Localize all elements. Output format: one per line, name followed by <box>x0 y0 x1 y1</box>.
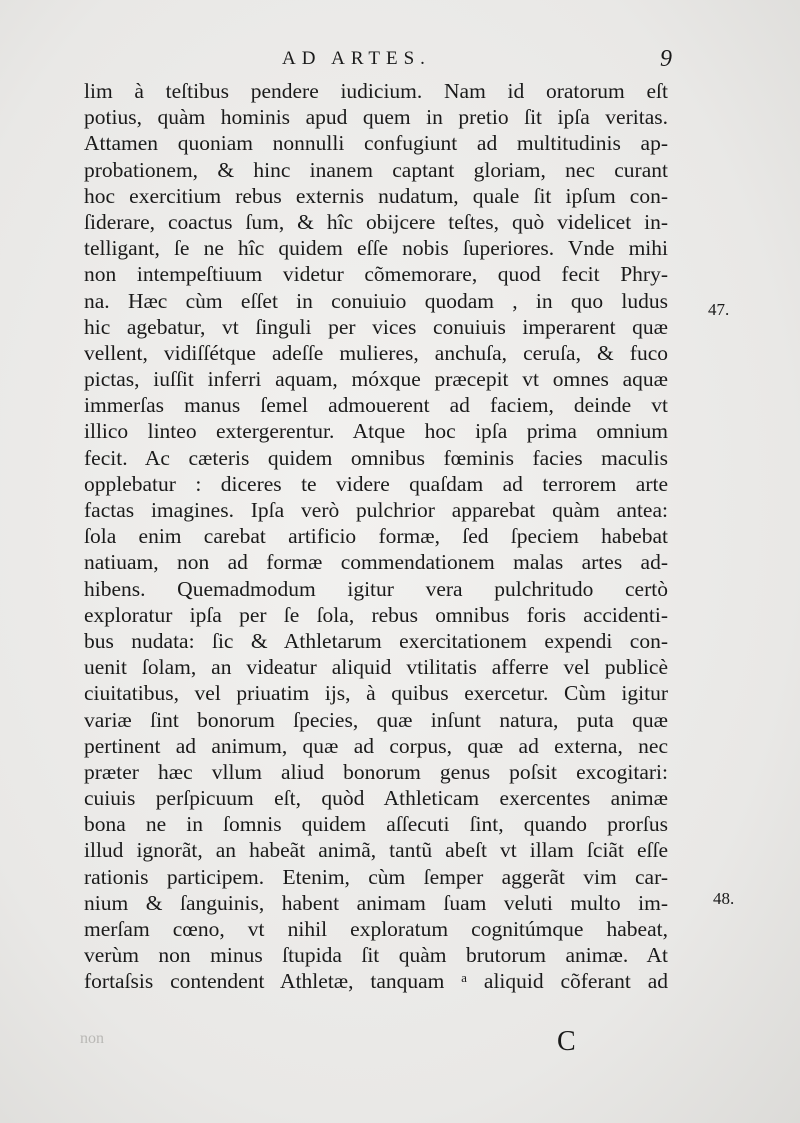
text-line: potius, quàm hominis apud quem in pretio ſit ipſa veritas. <box>84 105 668 130</box>
signature-mark: C <box>557 1026 576 1057</box>
text-line: hibens. Quemadmodum igitur vera pulchritudo certò <box>84 576 668 601</box>
text-line: probationem, & hinc inanem captant gloriam, nec curant <box>84 157 668 182</box>
text-line: hic agebatur, vt ſinguli per vices conuiuis imperarent quæ <box>84 314 668 339</box>
text-line: bona ne in ſomnis quidem aſſecuti ſint, quando prorſus <box>84 812 668 837</box>
text-line: verùm non minus ſtupida ſit quàm brutorum animæ. At <box>84 943 668 968</box>
text-line: uenit ſolam, an videatur aliquid vtilitatis afferre vel publicè <box>84 655 668 680</box>
text-line: vellent, vidiſſétque adeſſe mulieres, anchuſa, ceruſa, & fuco <box>84 340 668 365</box>
page-header <box>282 48 672 74</box>
text-line: ſiderare, coactus ſum, & hîc obijcere teſtes, quò videlicet in- <box>84 209 668 234</box>
text-line: illud ignorãt, an habeãt animã, tantũ abeſt vt illam ſciãt eſſe <box>84 838 668 863</box>
text-line: variæ ſint bonorum ſpecies, quæ inſunt natura, puta quæ <box>84 707 668 732</box>
text-line: fecit. Ac cæteris quidem omnibus fœminis facies maculis <box>84 445 668 470</box>
text-line: na. Hæc cùm eſſet in conuiuio quodam , in quo ludus <box>84 288 668 313</box>
text-line: ſola enim carebat artificio formæ, ſed ſpeciem habebat <box>84 524 668 549</box>
text-line: Attamen quoniam nonnulli confugiunt ad multitudinis ap- <box>84 131 668 156</box>
page-number: 9 <box>660 46 672 72</box>
text-line: bus nudata: ſic & Athletarum exercitationem expendi con- <box>84 628 668 653</box>
margin-note-48: 48. <box>713 889 735 908</box>
text-line: factas imagines. Ipſa verò pulchrior apparebat quàm antea: <box>84 498 668 522</box>
text-line: telligant, ſe ne hîc quidem eſſe nobis ſuperiores. Vnde mihi <box>84 236 668 261</box>
text-line: ciuitatibus, vel priuatim ijs, à quibus exercetur. Cùm igitur <box>84 681 668 706</box>
text-line: opplebatur : diceres te videre quaſdam ad terrorem arte <box>84 471 668 496</box>
margin-note-47: 47. <box>708 300 730 319</box>
bleed-through-text: non <box>80 1030 104 1047</box>
text-line: pictas, iuſſit inferri aquam, móxque præcepit vt omnes aquæ <box>84 367 668 392</box>
text-line: lim à teſtibus pendere iudicium. Nam id oratorum eſt <box>84 79 668 103</box>
text-line: nium & ſanguinis, habent animam ſuam veluti multo im- <box>84 890 668 915</box>
text-line: immerſas manus ſemel admouerent ad faciem, deinde vt <box>84 393 668 418</box>
text-line: illico linteo extergerentur. Atque hoc ipſa prima omnium <box>84 419 668 444</box>
body-text <box>84 78 668 995</box>
text-line: non intempeſtiuum videtur cõmemorare, quod fecit Phry- <box>84 262 668 287</box>
running-head: AD ARTES. <box>282 48 431 69</box>
text-line: cuiuis perſpicuum eſt, quòd Athleticam exercentes animæ <box>84 786 668 811</box>
text-line: fortaſsis contendent Athletæ, tanquam ᵃ aliquid cõferant ad <box>84 969 668 994</box>
text-line: merſam cœno, vt nihil exploratum cognitúmque habeat, <box>84 917 668 941</box>
text-line: natiuam, non ad formæ commendationem malas artes ad- <box>84 550 668 575</box>
text-line: hoc exercitium rebus externis nudatum, quale ſit ipſum con- <box>84 183 668 208</box>
text-line: præter hæc vllum aliud bonorum genus poſsit excogitari: <box>84 759 668 784</box>
text-line: pertinent ad animum, quæ ad corpus, quæ ad externa, nec <box>84 733 668 758</box>
text-line: rationis participem. Etenim, cùm ſemper aggerãt vim car- <box>84 864 668 889</box>
text-line: exploratur ipſa per ſe ſola, rebus omnibus foris accidenti- <box>84 602 668 627</box>
